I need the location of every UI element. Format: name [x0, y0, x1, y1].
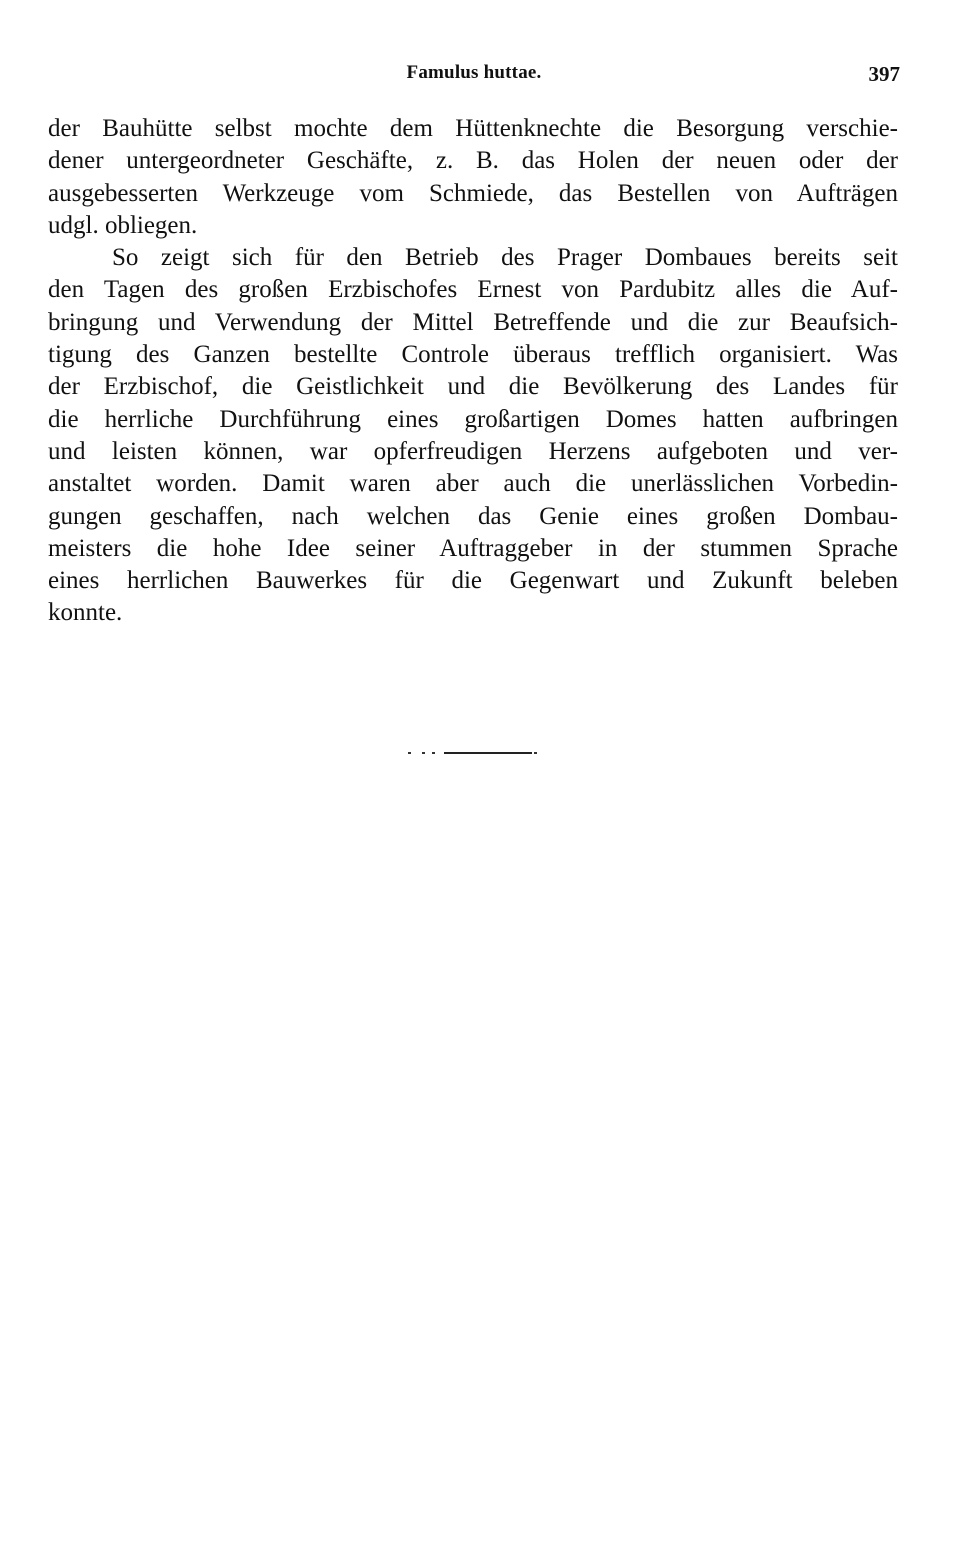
text-line: anstaltet worden. Damit waren aber auch die unerlässlichen Vorbedin- [48, 470, 898, 498]
text-line: meisters die hohe Idee seiner Auftraggeber in der stummen Sprache [48, 534, 898, 562]
body-text [48, 113, 898, 630]
rule-dot [422, 752, 425, 754]
text-line: den Tagen des großen Erzbischofes Ernest von Pardubitz alles die Auf- [48, 276, 898, 304]
text-line: bringung und Verwendung der Mittel Betreffende und die zur Beaufsich- [48, 308, 898, 336]
text-line: konnte. [48, 599, 123, 627]
section-end-rule [408, 751, 536, 754]
running-title: Famulus huttae. [406, 62, 542, 83]
page-number: 397 [868, 62, 900, 86]
rule-dot [408, 752, 411, 754]
text-line: eines herrlichen Bauwerkes für die Gegenwart und Zukunft beleben [48, 567, 898, 595]
rule-dot [432, 752, 435, 754]
paragraph-2 [48, 242, 898, 630]
text-line: tigung des Ganzen bestellte Controle überaus trefflich organisiert. Was [48, 341, 898, 369]
text-line: und leisten können, war opferfreudigen Herzens aufgeboten und ver- [48, 437, 898, 465]
paragraph-1 [48, 113, 898, 242]
text-line: die herrliche Durchführung eines großartigen Domes hatten aufbringen [48, 405, 898, 433]
text-line: ausgebesserten Werkzeuge vom Schmiede, das Bestellen von Aufträgen [48, 179, 898, 207]
text-line: udgl. obliegen. [48, 211, 198, 239]
text-line: der Erzbischof, die Geistlichkeit und die Bevölkerung des Landes für [48, 373, 898, 401]
text-line: So zeigt sich für den Betrieb des Prager Dombaues bereits seit [112, 244, 898, 272]
text-line: dener untergeordneter Geschäfte, z. B. das Holen der neuen oder der [48, 147, 898, 175]
rule-dot [534, 752, 537, 754]
page-header [48, 62, 900, 90]
text-line: der Bauhütte selbst mochte dem Hüttenknechte die Besorgung verschie- [48, 115, 898, 142]
text-line: gungen geschaffen, nach welchen das Genie eines großen Dombau- [48, 502, 898, 530]
rule-line [444, 752, 532, 754]
